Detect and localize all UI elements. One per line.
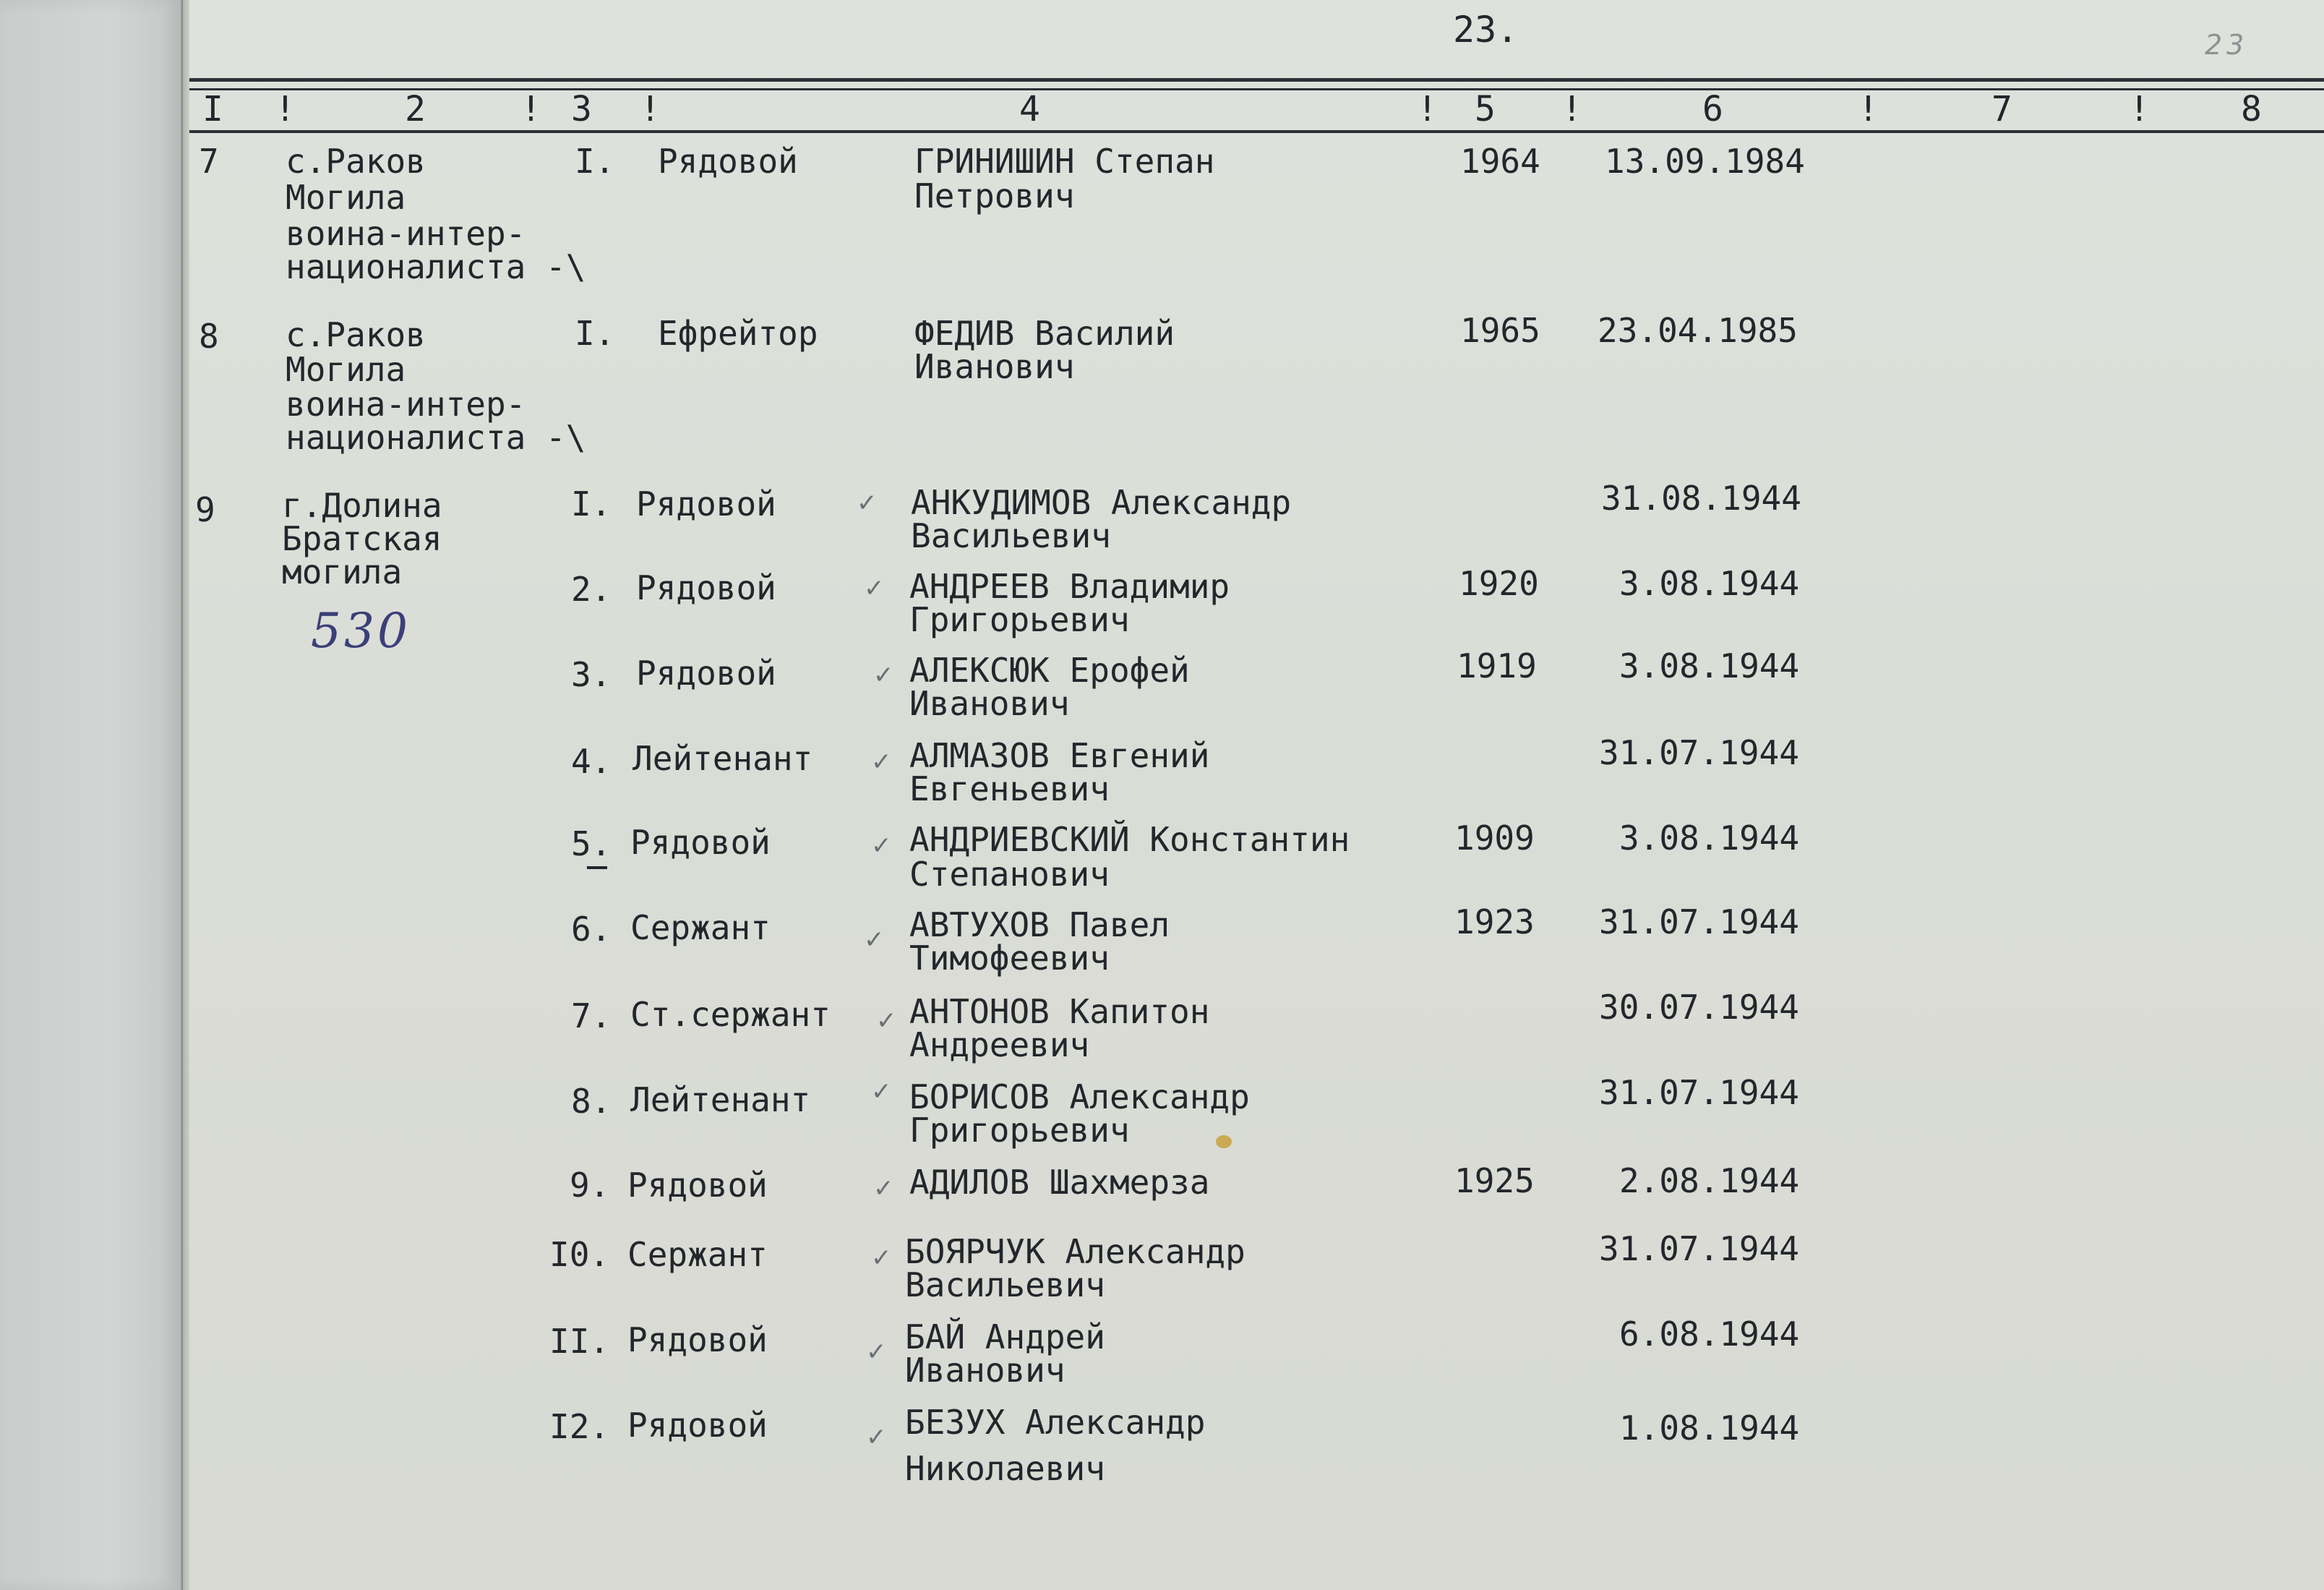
- row-number: 9: [195, 490, 215, 529]
- entry-name-patronymic: Андреевич: [909, 1025, 1090, 1064]
- underline-mark: [587, 866, 607, 869]
- entry-name: ГРИНИШИН Степан: [914, 142, 1215, 181]
- col-header-7: 7: [1991, 89, 2012, 129]
- entry-number: I.: [571, 484, 612, 523]
- entry-birth-year: 1925: [1454, 1161, 1535, 1200]
- col-header-3: 3: [571, 89, 592, 129]
- entry-birth-year: 1909: [1454, 818, 1535, 858]
- entry-name: БОЯРЧУК Александр: [905, 1232, 1245, 1271]
- check-tick-icon: ✓: [857, 489, 878, 518]
- entry-death-date: 3.08.1944: [1619, 646, 1800, 685]
- entry-name: АНКУДИМОВ Александр: [911, 483, 1292, 522]
- entry-death-date: 3.08.1944: [1619, 818, 1800, 858]
- entry-name: АНТОНОВ Капитон: [909, 992, 1210, 1031]
- entry-death-date: 6.08.1944: [1619, 1315, 1800, 1354]
- entry-name-patronymic: Иванович: [909, 684, 1070, 723]
- header-rule-top: [189, 78, 2324, 82]
- entry-name-patronymic: Васильевич: [905, 1265, 1105, 1304]
- entry-birth-year: 1923: [1454, 902, 1535, 941]
- entry-name: АДИЛОВ Шахмерза: [909, 1163, 1210, 1202]
- entry-name: АВТУХОВ Павел: [909, 905, 1170, 944]
- col-separator: !: [1561, 89, 1582, 129]
- burial-place-line: националиста -\: [286, 247, 586, 286]
- col-header-8: 8: [2241, 89, 2262, 129]
- col-separator: !: [640, 89, 661, 129]
- entry-number: I.: [575, 142, 615, 181]
- entry-name-patronymic: Петрович: [914, 176, 1075, 215]
- entry-number: 7.: [571, 996, 612, 1035]
- entry-death-date: 30.07.1944: [1599, 988, 1799, 1027]
- entry-rank: Рядовой: [630, 823, 771, 862]
- entry-name-patronymic: Григорьевич: [909, 600, 1130, 639]
- entry-number: 6.: [571, 910, 612, 949]
- entry-number: I2.: [549, 1407, 610, 1446]
- entry-name-patronymic: Иванович: [914, 347, 1075, 386]
- entry-birth-year: 1919: [1457, 646, 1537, 685]
- entry-rank: Рядовой: [636, 654, 776, 693]
- check-tick-icon: ✓: [864, 574, 885, 603]
- entry-number: 8.: [571, 1082, 612, 1121]
- entry-name-patronymic: Тимофеевич: [909, 939, 1110, 978]
- check-tick-icon: ✓: [866, 1423, 887, 1452]
- entry-name-patronymic: Иванович: [905, 1351, 1065, 1390]
- entry-birth-year: 1965: [1460, 311, 1540, 350]
- burial-place-line: воина-интер-: [286, 214, 526, 253]
- entry-name: БЕЗУХ Александр: [905, 1403, 1206, 1442]
- entry-death-date: 31.07.1944: [1599, 1229, 1799, 1268]
- entry-rank: Ст.сержант: [630, 995, 831, 1034]
- ink-smudge: [1216, 1135, 1232, 1148]
- burial-place-line: воина-интер-: [286, 385, 526, 424]
- entry-birth-year: 1920: [1459, 564, 1539, 603]
- check-tick-icon: ✓: [873, 1174, 894, 1203]
- entry-death-date: 31.08.1944: [1601, 479, 1801, 518]
- entry-rank: Сержант: [630, 908, 771, 947]
- entry-death-date: 31.07.1944: [1599, 902, 1799, 941]
- check-tick-icon: ✓: [871, 1077, 892, 1106]
- col-header-1: I: [202, 89, 223, 129]
- entry-name-patronymic: Степанович: [909, 855, 1110, 894]
- entry-number: 5.: [571, 824, 612, 863]
- handwritten-count: 530: [311, 603, 411, 659]
- check-tick-icon: ✓: [873, 661, 894, 690]
- entry-rank: Лейтенант: [630, 1080, 811, 1119]
- burial-place-line: могила: [282, 552, 403, 591]
- entry-death-date: 31.07.1944: [1599, 1073, 1799, 1112]
- page-number: 23.: [1453, 9, 1519, 51]
- header-rule-bottom: [189, 130, 2324, 133]
- burial-place-line: националиста -\: [286, 418, 586, 457]
- col-separator: !: [275, 89, 296, 129]
- entry-rank: Рядовой: [627, 1406, 768, 1445]
- entry-name-patronymic: Николаевич: [905, 1449, 1105, 1488]
- entry-name: АНДРЕЕВ Владимир: [909, 567, 1230, 606]
- entry-rank: Рядовой: [627, 1166, 768, 1205]
- entry-death-date: 13.09.1984: [1605, 142, 1805, 181]
- check-tick-icon: ✓: [866, 1338, 887, 1367]
- col-header-5: 5: [1475, 89, 1496, 129]
- check-tick-icon: ✓: [876, 1006, 897, 1035]
- entry-rank: Рядовой: [636, 568, 776, 607]
- entry-number: 2.: [571, 570, 612, 609]
- row-number: 7: [199, 142, 219, 181]
- col-header-4: 4: [1019, 89, 1040, 129]
- entry-number: I0.: [549, 1235, 610, 1274]
- burial-place-line: г.Долина: [282, 486, 442, 525]
- burial-place-line: Могила: [286, 178, 406, 217]
- entry-rank: Рядовой: [627, 1320, 768, 1359]
- entry-name: ФЕДИВ Василий: [914, 314, 1175, 353]
- entry-death-date: 1.08.1944: [1619, 1409, 1800, 1448]
- entry-name: АНДРИЕВСКИЙ Константин: [909, 820, 1350, 859]
- pencil-page-number: 23: [2205, 29, 2249, 61]
- entry-name-patronymic: Евгеньевич: [909, 769, 1110, 808]
- burial-place-line: Братская: [282, 519, 442, 558]
- entry-name: АЛМАЗОВ Евгений: [909, 736, 1210, 775]
- entry-name-patronymic: Григорьевич: [909, 1111, 1130, 1150]
- entry-death-date: 3.08.1944: [1619, 564, 1800, 603]
- entry-number: 4.: [571, 742, 612, 781]
- burial-place-line: Могила: [286, 350, 406, 389]
- entry-rank: Рядовой: [636, 484, 776, 523]
- entry-rank: Ефрейтор: [658, 314, 818, 353]
- entry-rank: Сержант: [627, 1235, 768, 1274]
- burial-place-line: с.Раков: [286, 315, 426, 354]
- col-separator: !: [2129, 89, 2150, 129]
- col-header-2: 2: [405, 89, 426, 129]
- row-number: 8: [199, 317, 219, 356]
- entry-name: БАЙ Андрей: [905, 1317, 1105, 1356]
- entry-number: 9.: [570, 1166, 610, 1205]
- entry-death-date: 31.07.1944: [1599, 733, 1799, 772]
- col-separator: !: [520, 89, 541, 129]
- burial-place-line: с.Раков: [286, 142, 426, 181]
- col-separator: !: [1417, 89, 1438, 129]
- entry-death-date: 23.04.1985: [1598, 311, 1798, 350]
- col-separator: !: [1858, 89, 1879, 129]
- entry-number: 3.: [571, 655, 612, 694]
- check-tick-icon: ✓: [871, 832, 892, 860]
- entry-name: БОРИСОВ Александр: [909, 1077, 1250, 1116]
- entry-number: II.: [549, 1322, 610, 1361]
- entry-birth-year: 1964: [1460, 142, 1540, 181]
- entry-rank: Рядовой: [658, 142, 798, 181]
- col-header-6: 6: [1702, 89, 1723, 129]
- check-tick-icon: ✓: [871, 748, 892, 777]
- check-tick-icon: ✓: [864, 926, 885, 954]
- binding-left-page: [0, 0, 183, 1590]
- entry-name: АЛЕКСЮК Ерофей: [909, 651, 1190, 690]
- entry-number: I.: [575, 314, 615, 353]
- entry-rank: Лейтенант: [633, 739, 813, 778]
- entry-death-date: 2.08.1944: [1619, 1161, 1800, 1200]
- check-tick-icon: ✓: [871, 1244, 892, 1273]
- entry-name-patronymic: Васильевич: [911, 516, 1111, 555]
